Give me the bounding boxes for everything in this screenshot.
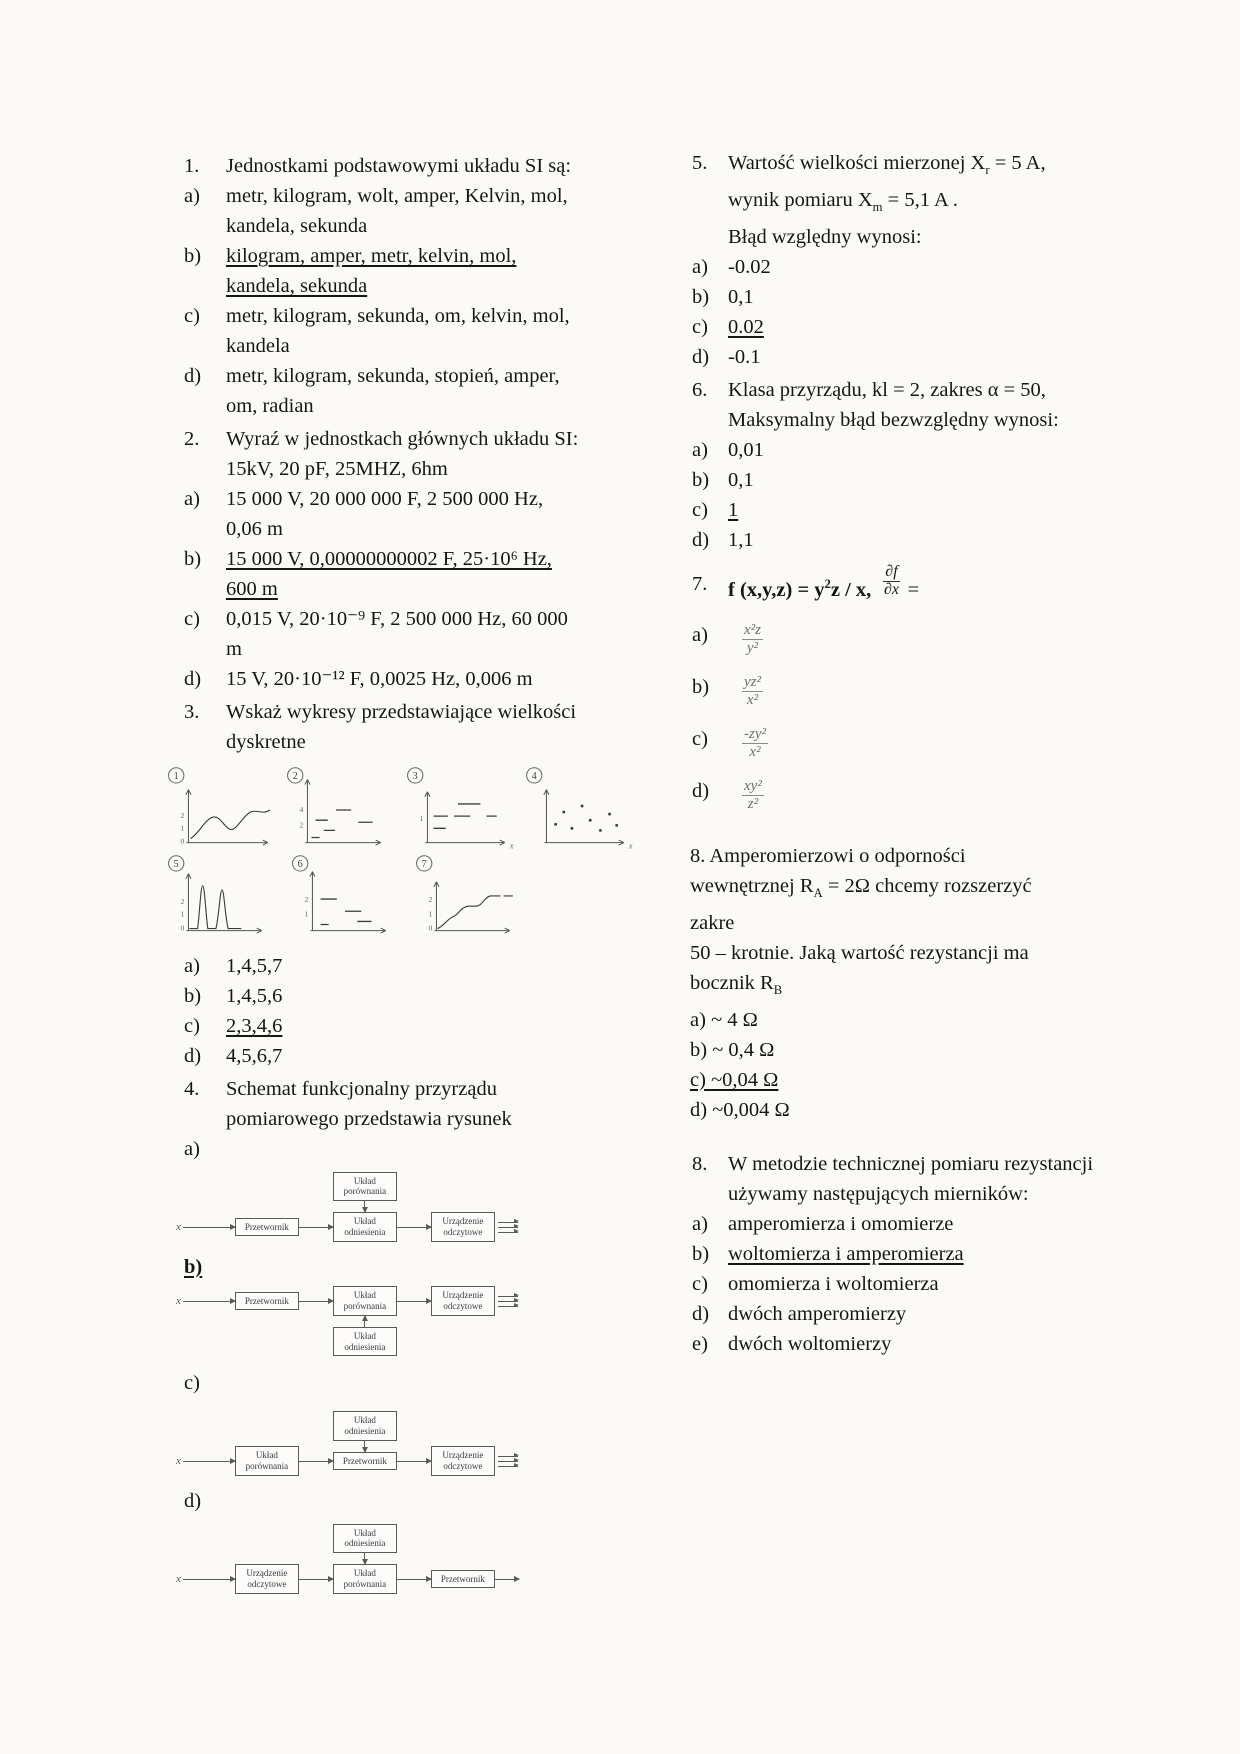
fraction-numerator: yz² bbox=[744, 674, 761, 691]
option-marker: d) bbox=[184, 1045, 202, 1067]
partial-derivative-fraction bbox=[883, 564, 899, 599]
option-marker: c) bbox=[184, 1372, 200, 1394]
diagram-d bbox=[176, 1527, 608, 1594]
option-text-underlined: ~0,04 Ω bbox=[711, 1068, 779, 1091]
q1-number: 1. bbox=[184, 155, 200, 177]
option-marker: d) bbox=[184, 365, 202, 387]
q4-stem: Schemat funkcjonalny przyrządu pomiarowego przedstawia rysunek bbox=[226, 1078, 512, 1130]
option-text: dwóch amperomierzy bbox=[728, 1302, 907, 1325]
q4-number: 4. bbox=[184, 1078, 200, 1100]
arrow bbox=[397, 1301, 431, 1302]
fraction-denominator: y² bbox=[746, 639, 759, 656]
q2-stem: Wyraź w jednostkach głównych układu SI: 15kV, 20 pF, 25MHZ, 6hm bbox=[226, 428, 579, 480]
plot-4 bbox=[522, 763, 634, 855]
question-8b bbox=[690, 1149, 1140, 1209]
signal-curve-staircase bbox=[437, 896, 512, 929]
option-marker: b) bbox=[690, 1038, 708, 1061]
q8a-option-c bbox=[690, 1065, 1140, 1095]
arrow-down bbox=[364, 1201, 365, 1212]
option-marker: e) bbox=[692, 1332, 708, 1355]
option-marker: b) bbox=[692, 1242, 710, 1265]
arrow bbox=[183, 1227, 235, 1228]
q8b-option-b bbox=[690, 1239, 1140, 1269]
stem-text: 8. Amperomierzowi o odporności wewnętrznej R bbox=[690, 844, 966, 897]
reference-branch bbox=[333, 1172, 397, 1213]
fraction-numerator: ∂f bbox=[885, 563, 898, 581]
plot-6 bbox=[288, 851, 400, 943]
diagram-b bbox=[176, 1286, 608, 1352]
q6-option-b bbox=[690, 465, 1140, 495]
y-tick: 4 bbox=[299, 805, 304, 815]
option-text-underlined: woltomierza i amperomierza bbox=[728, 1242, 964, 1265]
box-urzadzenie-odczytowe: Urządzenie odczytowe bbox=[431, 1446, 495, 1476]
box-uklad-porownania: Układ porównania bbox=[333, 1172, 397, 1202]
option-marker: a) bbox=[692, 623, 708, 646]
y-tick: 1 bbox=[180, 909, 185, 919]
right-column bbox=[690, 148, 1140, 1359]
option-marker: a) bbox=[692, 1212, 708, 1235]
fraction-denominator: x² bbox=[746, 691, 759, 708]
question-8a bbox=[690, 841, 1072, 938]
q4-label-b bbox=[168, 1252, 608, 1282]
q3-option-d bbox=[168, 1041, 608, 1071]
option-marker: d) bbox=[692, 346, 710, 369]
option-marker: b) bbox=[184, 548, 202, 570]
y-tick: 0 bbox=[180, 923, 185, 933]
option-marker-underlined: b) bbox=[184, 1256, 203, 1278]
figure-row-1 bbox=[164, 763, 634, 855]
plot-number: 1 bbox=[173, 770, 179, 782]
question-1 bbox=[168, 151, 608, 181]
option-text: -0.1 bbox=[728, 346, 761, 369]
y-tick: 1 bbox=[428, 909, 433, 919]
q7-number: 7. bbox=[692, 573, 708, 596]
q2-option-d bbox=[168, 664, 608, 694]
signal-dots-discrete bbox=[554, 805, 618, 832]
y-tick: 2 bbox=[180, 811, 185, 821]
arrow bbox=[299, 1461, 333, 1462]
q6-number: 6. bbox=[692, 379, 708, 402]
y-tick: 1 bbox=[180, 823, 185, 833]
option-text: 4,5,6,7 bbox=[226, 1045, 283, 1067]
q1-option-c bbox=[168, 301, 608, 361]
reference-branch bbox=[333, 1316, 397, 1357]
arrow bbox=[397, 1579, 431, 1580]
option-marker: a) bbox=[692, 439, 708, 462]
question-2 bbox=[168, 424, 608, 484]
q7-option-b bbox=[690, 661, 1140, 713]
q5-stem bbox=[728, 148, 1098, 252]
box-przetwornik: Przetwornik bbox=[235, 1292, 299, 1311]
q8a-option-a bbox=[690, 1005, 1140, 1035]
plot-number: 5 bbox=[173, 858, 179, 870]
option-marker: b) bbox=[692, 675, 710, 698]
q1-option-d bbox=[168, 361, 608, 421]
option-text: 15 000 V, 20 000 000 F, 2 500 000 Hz, 0,06 m bbox=[226, 488, 544, 540]
option-text: omomierza i woltomierza bbox=[728, 1272, 939, 1295]
q7-stem bbox=[728, 563, 920, 608]
option-text: 1,4,5,7 bbox=[226, 955, 283, 977]
subscript: B bbox=[773, 982, 783, 997]
arrow bbox=[498, 1306, 518, 1307]
q6-option-a bbox=[690, 435, 1140, 465]
figure-row-2 bbox=[164, 851, 524, 943]
q4-label-c bbox=[168, 1368, 608, 1398]
arrow bbox=[183, 1461, 235, 1462]
option-marker: a) bbox=[184, 955, 200, 977]
option-text: metr, kilogram, wolt, amper, Kelvin, mol, kandela, sekunda bbox=[226, 185, 568, 237]
reference-branch bbox=[333, 1411, 397, 1452]
arrow-down bbox=[364, 1553, 365, 1564]
q6-stem: Klasa przyrządu, kl = 2, zakres α = 50, Maksymalny błąd bezwzględny wynosi: bbox=[728, 379, 1059, 432]
input-signal-label: x bbox=[176, 1455, 181, 1467]
fraction-numerator: xy² bbox=[744, 778, 762, 795]
option-marker: d) bbox=[690, 1098, 708, 1121]
plot-2 bbox=[283, 763, 395, 855]
y-tick: 2 bbox=[428, 895, 433, 905]
option-marker: d) bbox=[184, 1490, 202, 1512]
q5-option-d bbox=[690, 342, 1140, 372]
question-6 bbox=[690, 375, 1140, 435]
option-text-underlined: 0.02 bbox=[728, 316, 764, 339]
box-stack bbox=[333, 1286, 397, 1352]
option-text: 0,1 bbox=[728, 286, 754, 309]
option-text: 1,1 bbox=[728, 529, 754, 552]
option-formula bbox=[728, 769, 764, 812]
q8b-stem: W metodzie technicznej pomiaru rezystancji używamy następujących mierników: bbox=[728, 1152, 1094, 1205]
q4-label-d bbox=[168, 1486, 608, 1516]
question-4 bbox=[168, 1074, 608, 1134]
option-marker: b) bbox=[692, 286, 710, 309]
box-uklad-porownania: Układ porównania bbox=[235, 1446, 299, 1476]
input-signal-label: x bbox=[176, 1295, 181, 1307]
y-tick: 2 bbox=[180, 897, 185, 907]
arrow bbox=[498, 1301, 518, 1302]
y-tick: 1 bbox=[304, 909, 309, 919]
option-formula bbox=[728, 717, 768, 760]
arrow bbox=[299, 1227, 333, 1228]
signal-curve-continuous bbox=[190, 810, 269, 839]
q3-figure-plots bbox=[164, 763, 634, 943]
box-uklad-odniesienia: Układ odniesienia bbox=[333, 1411, 397, 1441]
plot-number: 6 bbox=[297, 858, 303, 870]
arrow bbox=[498, 1466, 518, 1467]
option-text: 1,4,5,6 bbox=[226, 985, 283, 1007]
option-text: 0,1 bbox=[728, 469, 754, 492]
axes bbox=[186, 790, 268, 845]
option-text: metr, kilogram, sekunda, stopień, amper, om, radian bbox=[226, 365, 560, 417]
box-uklad-odniesienia: Układ odniesienia bbox=[333, 1524, 397, 1554]
arrow bbox=[183, 1301, 235, 1302]
q2-option-c bbox=[168, 604, 608, 664]
equals-sign: = bbox=[907, 579, 920, 602]
arrow bbox=[397, 1461, 431, 1462]
stem-text: = 5 A, wynik pomiaru X bbox=[728, 152, 1046, 212]
option-marker: a) bbox=[184, 185, 200, 207]
box-uklad-odniesienia: Układ odniesienia bbox=[333, 1327, 397, 1357]
option-marker: a) bbox=[692, 256, 708, 279]
box-przetwornik: Przetwornik bbox=[431, 1570, 495, 1589]
q8a-option-d bbox=[690, 1095, 1140, 1125]
box-stack bbox=[333, 1175, 397, 1242]
formula-text: f (x,y,z) = y bbox=[728, 579, 825, 602]
arrow bbox=[498, 1461, 518, 1462]
option-text: 0,015 V, 20·10⁻⁹ F, 2 500 000 Hz, 60 000 m bbox=[226, 608, 568, 660]
arrow-up bbox=[364, 1316, 365, 1327]
axes bbox=[305, 779, 381, 845]
arrow bbox=[498, 1222, 518, 1223]
plot-number: 3 bbox=[412, 770, 418, 782]
q4-label-a bbox=[168, 1134, 608, 1164]
axes bbox=[425, 792, 505, 845]
arrow bbox=[498, 1456, 518, 1457]
option-marker: c) bbox=[184, 1015, 200, 1037]
q5-option-b bbox=[690, 282, 1140, 312]
option-marker: c) bbox=[690, 1068, 706, 1091]
option-text: ~ 4 Ω bbox=[711, 1008, 758, 1031]
box-uklad-odniesienia: Układ odniesienia bbox=[333, 1212, 397, 1242]
question-3 bbox=[168, 697, 608, 757]
option-marker: c) bbox=[692, 727, 708, 750]
input-signal-label: x bbox=[176, 1573, 181, 1585]
option-text-underlined: 2,3,4,6 bbox=[226, 1015, 283, 1037]
arrow bbox=[299, 1579, 333, 1580]
option-text: ~ 0,4 Ω bbox=[712, 1038, 775, 1061]
q3-number: 3. bbox=[184, 701, 200, 723]
q3-stem: Wskaż wykresy przedstawiające wielkości dyskretne bbox=[226, 701, 577, 753]
q1-option-a bbox=[168, 181, 608, 241]
plot-5 bbox=[164, 851, 276, 943]
signal-dashes-discrete bbox=[433, 804, 496, 828]
q6-option-d bbox=[690, 525, 1140, 555]
q2-option-a bbox=[168, 484, 608, 544]
subscript: r bbox=[985, 163, 990, 178]
signal-dashes-discrete bbox=[312, 810, 373, 837]
fraction-numerator: -zy² bbox=[744, 726, 766, 743]
option-marker: c) bbox=[184, 305, 200, 327]
fraction-denominator: ∂x bbox=[883, 580, 899, 598]
reference-branch bbox=[333, 1524, 397, 1565]
arrow bbox=[498, 1227, 518, 1228]
option-marker: a) bbox=[690, 1008, 706, 1031]
q8b-option-e bbox=[690, 1329, 1140, 1359]
y-tick: 0 bbox=[428, 923, 433, 933]
box-uklad-porownania: Układ porównania bbox=[333, 1286, 397, 1316]
plot-number: 2 bbox=[292, 770, 299, 782]
option-marker: d) bbox=[692, 779, 710, 802]
option-formula bbox=[728, 665, 763, 708]
q5-option-a bbox=[690, 252, 1140, 282]
option-marker: d) bbox=[692, 1302, 710, 1325]
option-formula bbox=[728, 613, 763, 656]
option-text-underlined: kilogram, amper, metr, kelvin, mol, kandela, sekunda bbox=[226, 245, 517, 297]
output-arrows bbox=[498, 1456, 518, 1467]
arrow bbox=[183, 1579, 235, 1580]
option-text: ~0,004 Ω bbox=[712, 1098, 790, 1121]
fraction-denominator: x² bbox=[749, 743, 761, 760]
option-marker: b) bbox=[184, 985, 202, 1007]
option-marker: a) bbox=[184, 1138, 200, 1160]
q7-option-a bbox=[690, 609, 1140, 661]
box-stack bbox=[333, 1415, 397, 1471]
q5-option-c bbox=[690, 312, 1140, 342]
q8a-option-b bbox=[690, 1035, 1140, 1065]
input-signal-label: x bbox=[176, 1221, 181, 1233]
formula-text: z / x, bbox=[830, 579, 872, 602]
arrow-down bbox=[364, 1441, 365, 1452]
subscript: m bbox=[872, 200, 883, 215]
option-text: dwóch woltomierzy bbox=[728, 1332, 892, 1355]
stem-text: = 5,1 A . bbox=[882, 189, 958, 212]
option-text-underlined: 15 000 V, 0,00000000002 F, 25·10⁶ Hz, 600 m bbox=[226, 548, 552, 600]
arrow bbox=[498, 1296, 518, 1297]
spacer bbox=[690, 1125, 1140, 1149]
arrow bbox=[299, 1301, 333, 1302]
q8b-option-c bbox=[690, 1269, 1140, 1299]
q1-option-b bbox=[168, 241, 608, 301]
box-uklad-porownania: Układ porównania bbox=[333, 1564, 397, 1594]
option-marker: c) bbox=[692, 499, 708, 522]
option-text: 15 V, 20·10⁻¹² F, 0,0025 Hz, 0,006 m bbox=[226, 668, 533, 690]
q6-option-c bbox=[690, 495, 1140, 525]
output-arrows bbox=[498, 1296, 518, 1307]
q8b-number: 8. bbox=[692, 1152, 708, 1175]
box-urzadzenie-odczytowe: Urządzenie odczytowe bbox=[431, 1286, 495, 1316]
q3-option-b bbox=[168, 981, 608, 1011]
signal-dashes-discrete bbox=[321, 899, 372, 924]
arrow bbox=[498, 1232, 518, 1233]
option-marker: c) bbox=[692, 1272, 708, 1295]
q7-option-d bbox=[690, 765, 1140, 817]
question-8a-line2 bbox=[690, 938, 1072, 1005]
output-arrow bbox=[495, 1579, 519, 1580]
q2-number: 2. bbox=[184, 428, 200, 450]
spacer bbox=[690, 817, 1140, 841]
option-text: metr, kilogram, sekunda, om, kelvin, mol, kandela bbox=[226, 305, 570, 357]
y-tick: 2 bbox=[304, 895, 309, 905]
output-arrows bbox=[498, 1222, 518, 1233]
box-urzadzenie-odczytowe: Urządzenie odczytowe bbox=[235, 1564, 299, 1594]
plot-7 bbox=[412, 851, 524, 943]
plot-number: 7 bbox=[421, 858, 427, 870]
option-marker: d) bbox=[184, 668, 202, 690]
question-7 bbox=[690, 563, 1140, 608]
option-marker: b) bbox=[184, 245, 202, 267]
stem-text: 50 – krotnie. Jaką wartość rezystancji ma bocznik R bbox=[690, 941, 1029, 994]
option-marker: c) bbox=[184, 608, 200, 630]
y-tick: 0 bbox=[180, 836, 185, 846]
stem-text: = 2Ω chcemy rozszerzyć zakre bbox=[690, 874, 1032, 934]
option-text: -0.02 bbox=[728, 256, 771, 279]
q3-option-c bbox=[168, 1011, 608, 1041]
box-przetwornik: Przetwornik bbox=[235, 1218, 299, 1237]
axes bbox=[186, 874, 262, 934]
axes bbox=[434, 882, 510, 933]
box-urzadzenie-odczytowe: Urządzenie odczytowe bbox=[431, 1212, 495, 1242]
option-text: amperomierza i omomierze bbox=[728, 1212, 954, 1235]
diagram-a bbox=[176, 1175, 608, 1242]
option-marker: b) bbox=[692, 469, 710, 492]
q2-option-b bbox=[168, 544, 608, 604]
subscript: A bbox=[813, 885, 823, 900]
plot-1 bbox=[164, 763, 276, 855]
q8b-option-d bbox=[690, 1299, 1140, 1329]
q8b-option-a bbox=[690, 1209, 1140, 1239]
y-tick: 1 bbox=[419, 814, 424, 824]
q7-option-c bbox=[690, 713, 1140, 765]
option-text-underlined: 1 bbox=[728, 499, 739, 522]
q1-stem: Jednostkami podstawowymi układu SI są: bbox=[226, 155, 572, 177]
superscript: 2 bbox=[824, 577, 831, 592]
box-przetwornik: Przetwornik bbox=[333, 1452, 397, 1471]
option-text: 0,01 bbox=[728, 439, 764, 462]
x-axis-label: x bbox=[628, 841, 633, 851]
signal-curve-pulses bbox=[189, 886, 241, 929]
diagram-c bbox=[176, 1415, 608, 1476]
q3-option-a bbox=[168, 951, 608, 981]
fraction-numerator: x²z bbox=[744, 622, 761, 639]
option-marker: d) bbox=[692, 529, 710, 552]
y-tick: 2 bbox=[299, 820, 304, 830]
box-stack bbox=[333, 1527, 397, 1594]
plot-number: 4 bbox=[531, 770, 537, 782]
option-marker: a) bbox=[184, 488, 200, 510]
fraction-denominator: z² bbox=[747, 795, 759, 812]
arrow bbox=[397, 1227, 431, 1228]
stem-text: Wartość wielkości mierzonej X bbox=[728, 152, 986, 174]
axes bbox=[544, 790, 624, 845]
option-marker: c) bbox=[692, 316, 708, 339]
x-axis-label: x bbox=[509, 841, 514, 851]
left-column bbox=[168, 148, 633, 1604]
q5-number: 5. bbox=[692, 152, 708, 174]
plot-3 bbox=[403, 763, 515, 855]
stem-text: Błąd względny wynosi: bbox=[728, 226, 922, 249]
question-5 bbox=[690, 148, 1140, 252]
